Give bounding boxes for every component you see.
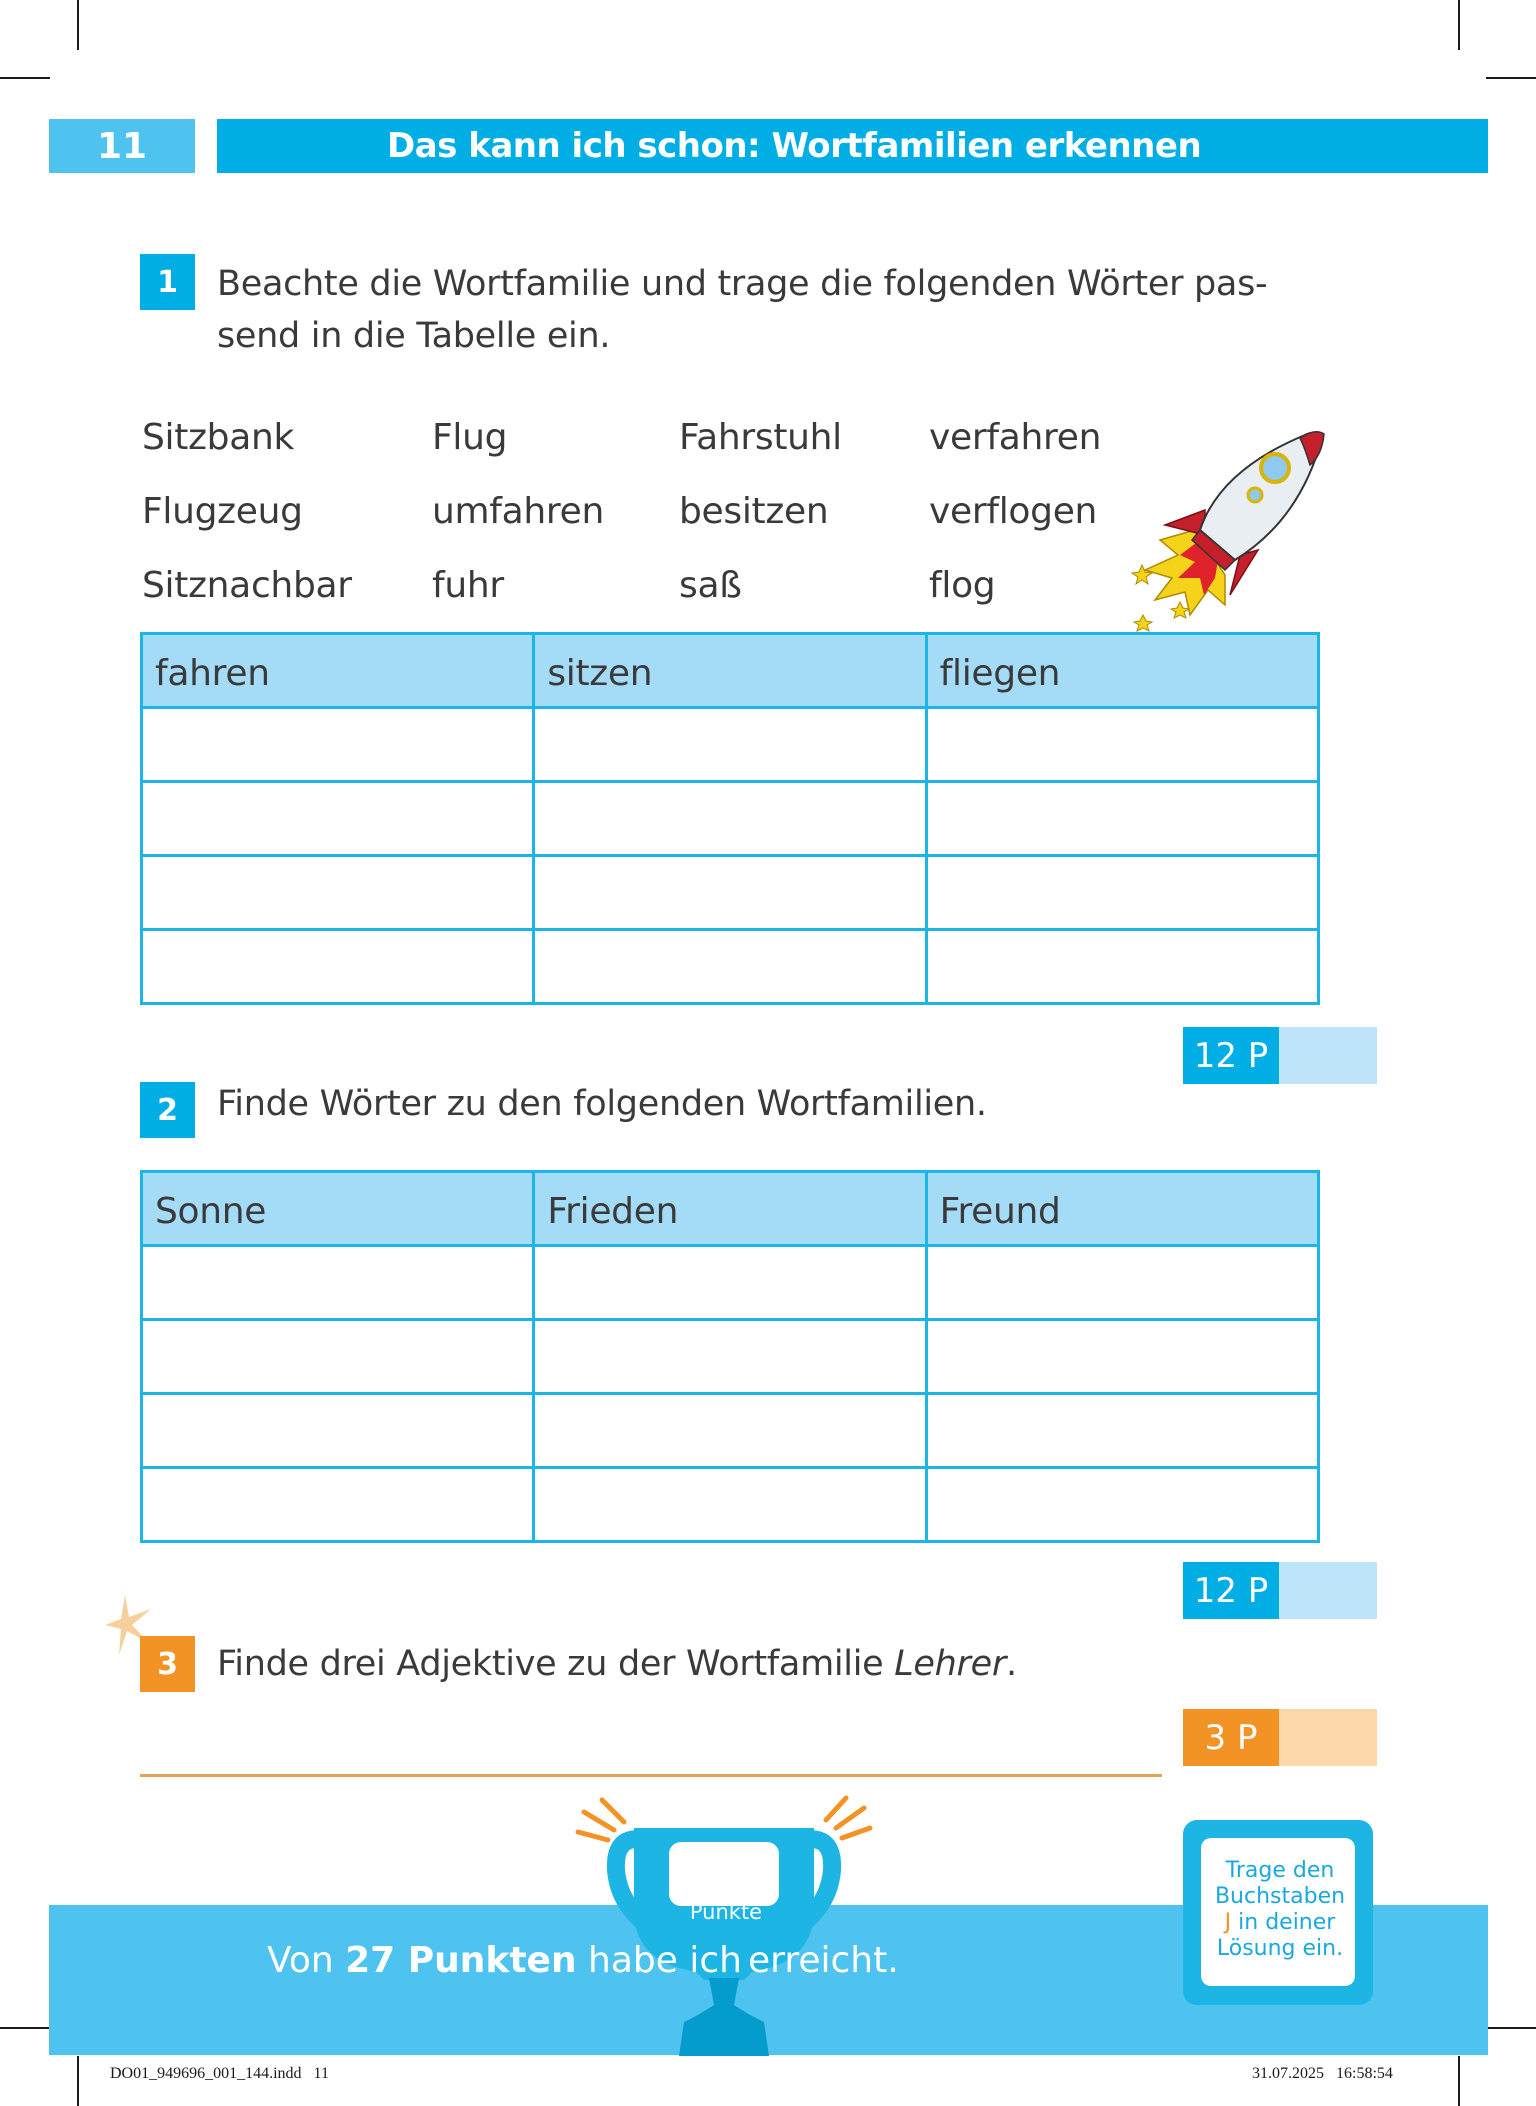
word-family-table-1 xyxy=(140,632,1320,1005)
summary-text xyxy=(267,1940,742,1981)
task-instruction xyxy=(217,1638,1017,1690)
answer-cell[interactable] xyxy=(534,1468,926,1542)
word-bank-row xyxy=(142,474,1142,548)
crop-mark xyxy=(0,2027,50,2029)
word-bank-word: verfahren xyxy=(929,416,1102,458)
task-instruction xyxy=(217,258,1317,362)
hint-text xyxy=(1205,1858,1355,1962)
answer-cell[interactable] xyxy=(534,1246,926,1320)
crop-mark xyxy=(1486,77,1536,79)
answer-cell[interactable] xyxy=(926,930,1318,1004)
slug-file: DO01_949696_001_144.indd 11 xyxy=(110,2065,329,2082)
word-bank-word: besitzen xyxy=(679,490,829,532)
instruction-punct: . xyxy=(1005,1644,1017,1684)
crop-mark xyxy=(1486,2027,1536,2029)
page-number: 11 xyxy=(49,119,195,173)
answer-cell[interactable] xyxy=(534,1320,926,1394)
table-row xyxy=(142,930,1319,1004)
answer-cell[interactable] xyxy=(534,930,926,1004)
total-points: 27 Punkten xyxy=(345,1940,577,1981)
points-box-task2[interactable] xyxy=(1183,1562,1377,1619)
hint-line xyxy=(1205,1910,1355,1936)
summary-middle: habe ich xyxy=(576,1940,742,1981)
points-input[interactable] xyxy=(1279,1027,1377,1084)
word-bank xyxy=(142,400,1142,622)
table-row xyxy=(142,1320,1319,1394)
word-bank-word: Flugzeug xyxy=(142,490,303,532)
word-bank-word: Flug xyxy=(432,416,508,458)
crop-mark xyxy=(77,0,79,50)
task-number-badge: 3 xyxy=(140,1636,195,1692)
column-header-freund: Freund xyxy=(926,1172,1318,1246)
answer-cell[interactable] xyxy=(926,782,1318,856)
trophy-label: Punkte xyxy=(689,1900,763,1924)
points-label: 12 P xyxy=(1183,1562,1279,1619)
word-bank-word: flog xyxy=(929,564,996,606)
word-bank-word: Sitznachbar xyxy=(142,564,352,606)
answer-cell[interactable] xyxy=(926,1246,1318,1320)
table-row xyxy=(142,1246,1319,1320)
answer-cell[interactable] xyxy=(142,708,534,782)
answer-line[interactable] xyxy=(140,1774,1162,1777)
points-input[interactable] xyxy=(1279,1562,1377,1619)
table-row xyxy=(142,708,1319,782)
word-bank-row xyxy=(142,548,1142,622)
crop-mark xyxy=(1458,0,1460,50)
table-row xyxy=(142,782,1319,856)
answer-cell[interactable] xyxy=(142,1468,534,1542)
table-row xyxy=(142,1394,1319,1468)
points-label: 12 P xyxy=(1183,1027,1279,1084)
task-number-badge: 1 xyxy=(140,254,195,310)
word-bank-word: Sitzbank xyxy=(142,416,295,458)
answer-cell[interactable] xyxy=(142,856,534,930)
answer-cell[interactable] xyxy=(926,1320,1318,1394)
summary-suffix: erreicht. xyxy=(748,1940,899,1981)
solution-letter: J xyxy=(1224,1910,1232,1935)
column-header-fahren: fahren xyxy=(142,634,534,708)
word-bank-word: saß xyxy=(679,564,742,606)
points-label: 3 P xyxy=(1183,1709,1279,1766)
column-header-sitzen: sitzen xyxy=(534,634,926,708)
answer-cell[interactable] xyxy=(142,1320,534,1394)
table-row xyxy=(142,1468,1319,1542)
answer-cell[interactable] xyxy=(142,930,534,1004)
hint-line: Trage den xyxy=(1225,1858,1335,1883)
hint-line: Lösung ein. xyxy=(1216,1936,1344,1961)
word-bank-word: umfahren xyxy=(432,490,605,532)
rocket-icon xyxy=(1100,410,1340,640)
summary-prefix: Von xyxy=(267,1940,346,1981)
instruction-line: send in die Tabelle ein. xyxy=(217,316,611,356)
page-title: Das kann ich schon: Wortfamilien erkennen xyxy=(217,119,1488,173)
answer-cell[interactable] xyxy=(142,1394,534,1468)
table-header-row xyxy=(142,634,1319,708)
instruction-line: Beachte die Wortfamilie und trage die folgenden Wörter pas- xyxy=(217,264,1268,304)
answer-cell[interactable] xyxy=(142,1246,534,1320)
hint-line: Buchstaben xyxy=(1214,1884,1346,1909)
points-box-task3[interactable] xyxy=(1183,1709,1377,1766)
answer-cell[interactable] xyxy=(534,856,926,930)
slug-timestamp: 31.07.2025 16:58:54 xyxy=(1252,2065,1393,2082)
answer-cell[interactable] xyxy=(534,782,926,856)
instruction-emphasis: Lehrer xyxy=(894,1644,1006,1684)
task-instruction: Finde Wörter zu den folgenden Wortfamilien. xyxy=(217,1084,987,1124)
answer-cell[interactable] xyxy=(534,1394,926,1468)
answer-cell[interactable] xyxy=(926,856,1318,930)
word-bank-word: fuhr xyxy=(432,564,504,606)
answer-cell[interactable] xyxy=(926,1468,1318,1542)
instruction-text: Finde drei Adjektive zu der Wortfamilie xyxy=(217,1644,895,1684)
crop-mark xyxy=(77,2056,79,2106)
word-bank-word: Fahrstuhl xyxy=(679,416,842,458)
column-header-sonne: Sonne xyxy=(142,1172,534,1246)
table-row xyxy=(142,856,1319,930)
table-header-row xyxy=(142,1172,1319,1246)
points-box-task1[interactable] xyxy=(1183,1027,1377,1084)
column-header-frieden: Frieden xyxy=(534,1172,926,1246)
hint-line-rest: in deiner xyxy=(1231,1910,1336,1935)
answer-cell[interactable] xyxy=(142,782,534,856)
crop-mark xyxy=(1458,2056,1460,2106)
word-bank-row xyxy=(142,400,1142,474)
answer-cell[interactable] xyxy=(926,708,1318,782)
column-header-fliegen: fliegen xyxy=(926,634,1318,708)
points-input[interactable] xyxy=(1279,1709,1377,1766)
answer-cell[interactable] xyxy=(534,708,926,782)
word-family-table-2 xyxy=(140,1170,1320,1543)
answer-cell[interactable] xyxy=(926,1394,1318,1468)
word-bank-word: verflogen xyxy=(929,490,1098,532)
task-number-badge: 2 xyxy=(140,1082,195,1138)
crop-mark xyxy=(0,77,50,79)
